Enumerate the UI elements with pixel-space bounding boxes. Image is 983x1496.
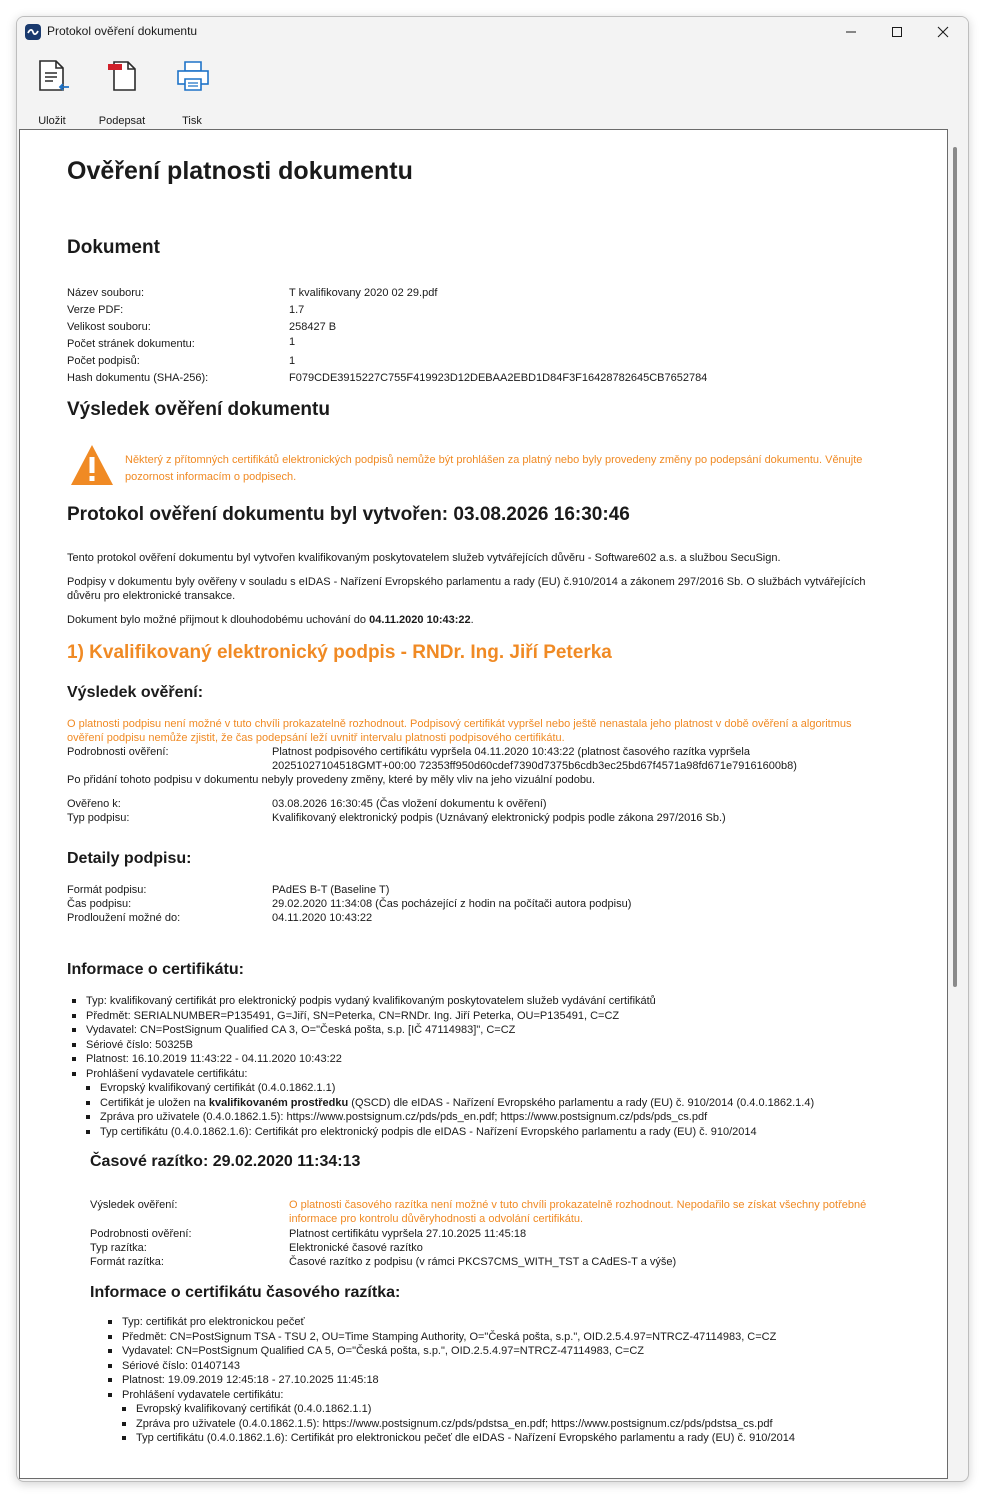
details-value-2: 20251027104518GMT+00:00 72353ff950d60cdef7390d7375b6cdb3ec25bd67f4571a98fd671e79161600b8): [272, 760, 797, 772]
close-button[interactable]: [920, 17, 966, 47]
list-item: Zpráva pro uživatele (0.4.0.1862.1.5): https://www.postsignum.cz/pds/pdstsa_en.pdf; https://www.postsignum.cz/pds/pdstsa_cs.pdf: [103, 1417, 795, 1432]
close-icon: [937, 26, 949, 38]
info-value: 1: [289, 336, 296, 348]
info-value: 1.7: [289, 304, 305, 316]
extension-value: 04.11.2020 10:43:22: [272, 912, 373, 924]
signature-result-line-1: O platnosti podpisu není možné v tuto chvíli prokazatelně rozhodnout. Podpisový certifikát vypršel nebo ještě nenastala jeho platnost v době ověření a algoritmus: [67, 718, 852, 730]
timestamp-heading: Časové razítko: 29.02.2020 11:34:13: [90, 1153, 361, 1170]
window-title: Protokol ověření dokumentu: [47, 24, 198, 38]
archive-suffix: .: [470, 614, 474, 626]
ts-result-line-1: O platnosti časového razítka není možné v tuto chvíli prokazatelně rozhodnout. Nepodařilo se získat všechny potřebné: [289, 1199, 867, 1211]
list-item: Vydavatel: CN=PostSignum Qualified CA 3, O="Česká pošta, s.p. [IČ 47114983]", C=CZ: [67, 1023, 814, 1038]
certificate-heading: Informace o certifikátu:: [67, 961, 244, 978]
list-item: Typ certifikátu (0.4.0.1862.1.6): Certifikát pro elektronickou pečeť dle eIDAS - Nařízení Evropského parlamentu a rady (EU) č. 910/2014: [103, 1431, 795, 1446]
para-eidas-1: Podpisy v dokumentu byly ověřeny v souladu s eIDAS - Nařízení Evropského parlamentu a rady (EU) č.910/2014 a zákonem 297/2016 Sb. O službách vytvářejících: [67, 576, 866, 588]
certificate-list: [67, 994, 814, 1139]
page-title: Ověření platnosti dokumentu: [67, 157, 413, 185]
list-item: Platnost: 16.10.2019 11:43:22 - 04.11.2020 10:43:22: [67, 1052, 814, 1067]
info-value: F079CDE3915227C755F419923D12DEBAA2EBD1D84F3F16428782645CB7652784: [289, 372, 708, 384]
ts-details-label: Podrobnosti ověření:: [90, 1228, 192, 1240]
list-item: Vydavatel: CN=PostSignum Qualified CA 5, O="Česká pošta, s.p.", OID.2.5.4.97=NTRCZ-47114983, C=CZ: [103, 1344, 795, 1359]
ts-type-value: Elektronické časové razítko: [289, 1242, 423, 1254]
archive-date: 04.11.2020 10:43:22: [369, 614, 471, 626]
list-item: Zpráva pro uživatele (0.4.0.1862.1.5): https://www.postsignum.cz/pds/pds_en.pdf; https://www.postsignum.cz/pds/pds_cs.pdf: [67, 1110, 814, 1125]
ts-certificate-heading: Informace o certifikátu časového razítka:: [90, 1284, 401, 1301]
extension-label: Prodloužení možné do:: [67, 912, 181, 924]
type-value: Kvalifikovaný elektronický podpis (Uznávaný elektronický podpis podle zákona 297/2016 Sb.): [272, 812, 726, 824]
info-row: [67, 286, 927, 300]
info-row: [67, 320, 927, 334]
info-label: Hash dokumentu (SHA-256):: [67, 372, 209, 384]
info-value: 258427 B: [289, 321, 337, 333]
sign-label: Podepsat: [98, 115, 146, 127]
save-icon: [36, 59, 70, 93]
info-value: T kvalifikovany 2020 02 29.pdf: [289, 287, 438, 299]
time-value: 29.02.2020 11:34:08 (Čas pocházející z hodin na počítači autora podpisu): [272, 898, 632, 910]
print-label: Tisk: [182, 115, 202, 127]
signature-heading: 1) Kvalifikovaný elektronický podpis - RNDr. Ing. Jiří Peterka: [67, 642, 612, 663]
info-row: [67, 371, 927, 385]
list-item: Prohlášení vydavatele certifikátu:: [67, 1067, 814, 1082]
list-item: Prohlášení vydavatele certifikátu:: [103, 1388, 795, 1403]
protocol-heading: Protokol ověření dokumentu byl vytvořen: 03.08.2026 16:30:46: [67, 504, 630, 525]
format-value: PAdES B-T (Baseline T): [272, 884, 390, 896]
time-label: Čas podpisu:: [67, 898, 132, 910]
list-item: Evropský kvalifikovaný certifikát (0.4.0.1862.1.1): [103, 1402, 795, 1417]
app-window: [16, 16, 969, 1482]
list-item: Předmět: CN=PostSignum TSA - TSU 2, OU=Time Stamping Authority, O="Česká pošta, s.p.", OID.2.5.4.97=NTRCZ-47114983, C=CZ: [103, 1330, 795, 1345]
info-label: Počet stránek dokumentu:: [67, 338, 195, 350]
list-item: Sériové číslo: 01407143: [103, 1359, 795, 1374]
ts-result-label: Výsledek ověření:: [90, 1199, 178, 1211]
verified-value: 03.08.2026 16:30:45 (Čas vložení dokumentu k ověření): [272, 798, 547, 810]
vertical-scrollbar[interactable]: [953, 147, 957, 987]
verified-label: Ověřeno k:: [67, 798, 121, 810]
maximize-icon: [891, 26, 903, 38]
printer-icon: [176, 59, 210, 93]
document-heading: Dokument: [67, 237, 160, 258]
signature-result-line-2: ověření podpisu nemůže zjistit, že čas podepsání leží uvnitř intervalu platnosti podpisového certifikátu.: [67, 732, 565, 744]
list-item: Předmět: SERIALNUMBER=P135491, G=Jiří, SN=Peterka, CN=RNDr. Ing. Jiří Peterka, OU=P135491, C=CZ: [67, 1009, 814, 1024]
list-item: Sériové číslo: 50325B: [67, 1038, 814, 1053]
signature-details-heading: Detaily podpisu:: [67, 850, 192, 867]
toolbar: [17, 47, 968, 129]
details-label: Podrobnosti ověření:: [67, 746, 169, 758]
details-value-1: Platnost podpisového certifikátu vypršela 04.11.2020 10:43:22 (platnost časového razítka vypršela: [272, 746, 750, 758]
minimize-icon: [845, 26, 857, 38]
print-button[interactable]: [160, 59, 224, 125]
info-row: [67, 354, 927, 368]
signature-result-heading: Výsledek ověření:: [67, 684, 204, 701]
ts-format-label: Formát razítka:: [90, 1256, 164, 1268]
save-button[interactable]: [20, 59, 84, 125]
document-view[interactable]: [19, 129, 948, 1479]
info-label: Verze PDF:: [67, 304, 124, 316]
warning-line-2: pozornost informacím o podpisech.: [125, 471, 297, 483]
list-item: Typ certifikátu (0.4.0.1862.1.6): Certifikát pro elektronický podpis dle eIDAS - Nařízení Evropského parlamentu a rady (EU) č. 910/2014: [67, 1125, 814, 1140]
ts-type-label: Typ razítka:: [90, 1242, 147, 1254]
info-row: [67, 337, 927, 351]
info-label: Počet podpisů:: [67, 355, 140, 367]
qscd-bold: kvalifikovaném prostředku: [208, 1096, 349, 1109]
ts-details-value: Platnost certifikátu vypršela 27.10.2025 11:45:18: [289, 1228, 527, 1240]
save-label: Uložit: [38, 115, 66, 127]
warning-icon: [69, 443, 115, 487]
para-provider: Tento protokol ověření dokumentu byl vytvořen kvalifikovaným poskytovatelem služeb vytvářejících důvěru - Software602 a.s. a službou SecuSign.: [67, 552, 781, 564]
archive-text: Dokument bylo možné přijmout k dlouhodobému uchování do: [67, 614, 370, 626]
sign-icon: [106, 59, 140, 93]
format-label: Formát podpisu:: [67, 884, 147, 896]
para-archive: [67, 613, 474, 627]
list-item: Typ: certifikát pro elektronickou pečeť: [103, 1315, 795, 1330]
ts-result-line-2: informace pro kontrolu důvěryhodnosti a odvolání certifikátu.: [289, 1213, 584, 1225]
result-heading: Výsledek ověření dokumentu: [67, 399, 330, 420]
list-item: Typ: kvalifikovaný certifikát pro elektronický podpis vydaný kvalifikovaným poskytovatelem služeb vydávání certifikátů: [67, 994, 814, 1009]
qscd-suffix: (QSCD) dle eIDAS - Nařízení Evropského parlamentu a rady (EU) č. 910/2014 (0.4.0.1862.1.4): [348, 1096, 815, 1109]
title-bar: [17, 17, 968, 47]
app-icon: [25, 24, 41, 40]
qscd-prefix: Certifikát je uložen na: [100, 1096, 209, 1109]
info-value: 1: [289, 355, 296, 367]
ts-format-value: Časové razítko z podpisu (v rámci PKCS7CMS_WITH_TST a CAdES-T a výše): [289, 1256, 677, 1268]
info-label: Velikost souboru:: [67, 321, 151, 333]
info-row: [67, 303, 927, 317]
list-item: [67, 1096, 814, 1111]
warning-line-1: Některý z přítomných certifikátů elektronických podpisů nemůže být prohlášen za platný nebo byly provedeny změny po podepsání dokumentu. Věnujte: [125, 454, 863, 466]
maximize-button[interactable]: [874, 17, 920, 47]
list-item: Evropský kvalifikovaný certifikát (0.4.0.1862.1.1): [67, 1081, 814, 1096]
ts-certificate-list: [103, 1315, 795, 1446]
sign-button[interactable]: [90, 59, 154, 125]
no-changes-text: Po přidání tohoto podpisu v dokumentu nebyly provedeny změny, které by měly vliv na jeho vizuální podobu.: [67, 774, 596, 786]
minimize-button[interactable]: [828, 17, 874, 47]
info-label: Název souboru:: [67, 287, 145, 299]
type-label: Typ podpisu:: [67, 812, 130, 824]
list-item: Platnost: 19.09.2019 12:45:18 - 27.10.2025 11:45:18: [103, 1373, 795, 1388]
para-eidas-2: důvěru pro elektronické transakce.: [67, 590, 236, 602]
